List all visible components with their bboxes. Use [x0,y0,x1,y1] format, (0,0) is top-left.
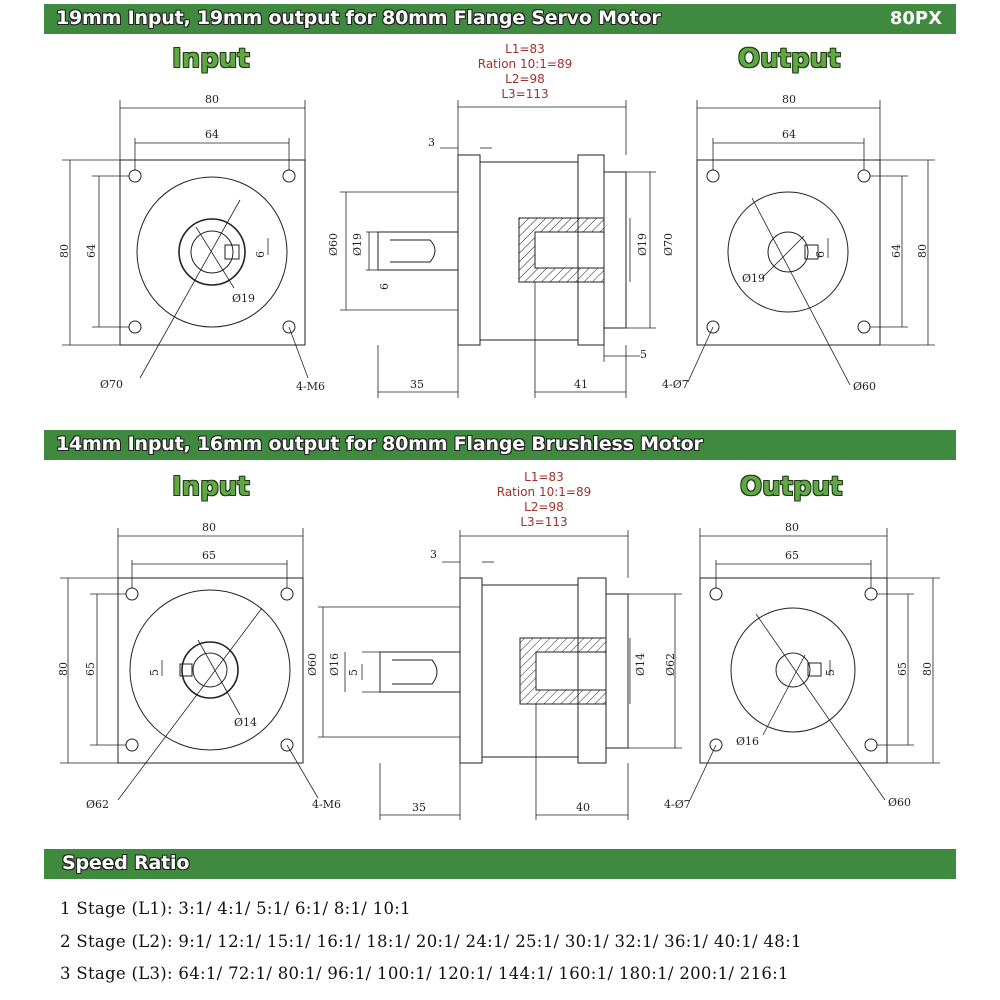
length-l3: L3=113 [501,87,549,101]
speed-ratio-stage3: 3 Stage (L3): 64:1/ 72:1/ 80:1/ 96:1/ 100:1/ 120:1/ 144:1/ 160:1/ 180:1/ 200:1/ 216:1 [60,964,789,983]
s2-out-width: 80 [785,521,799,534]
speed-ratio-stage1: 1 Stage (L1): 3:1/ 4:1/ 5:1/ 6:1/ 8:1/ 10:1 [60,899,411,918]
section1-output-label: Output [738,44,841,74]
s2-out-hole-span: 65 [785,549,799,562]
s2-in-height: 80 [57,662,70,676]
s2-side-out-pilot: Ø62 [664,652,677,676]
s1-side-in-len: 35 [410,378,424,391]
s1-in-holes: 4-M6 [296,380,325,393]
speed-ratio-banner [44,849,956,879]
section1-title: 19mm Input, 19mm output for 80mm Flange Servo Motor [56,7,661,29]
s1-in-shaft: Ø19 [232,292,256,305]
length-l3: L3=113 [520,515,568,529]
length-l2: L2=98 [505,72,545,86]
s1-out-shaft: Ø19 [742,272,766,285]
s1-side-out-step: 5 [640,348,647,361]
s2-in-width: 80 [202,521,216,534]
length-ratio10: Ration 10:1=89 [496,485,592,499]
s2-in-height-span: 65 [84,662,97,676]
s2-out-key: 5 [824,669,837,676]
speed-ratio-stage2: 2 Stage (L2): 9:1/ 12:1/ 15:1/ 16:1/ 18:1/ 20:1/ 24:1/ 25:1/ 30:1/ 32:1/ 36:1/ 40:1/ 48:1 [60,932,802,951]
s1-side-out-len: 41 [574,378,588,391]
section1-input-label: Input [172,44,250,74]
s2-in-shaft: Ø14 [234,716,258,729]
s2-in-holes: 4-M6 [312,798,341,811]
section2-output-label: Output [740,472,843,502]
length-l2: L2=98 [524,500,564,514]
section2-input-label: Input [172,472,250,502]
length-l1: L1=83 [524,470,564,484]
s2-side-in-key: 5 [347,669,360,676]
s1-out-height: 80 [916,244,929,258]
s1-in-key: 6 [254,251,267,258]
section2-title: 14mm Input, 16mm output for 80mm Flange Brushless Motor [56,433,703,455]
s1-out-width: 80 [782,93,796,106]
length-l1: L1=83 [505,42,545,56]
s2-side-in-len: 35 [412,801,426,814]
s1-out-height-span: 64 [890,244,903,258]
speed-ratio-title: Speed Ratio [62,852,190,874]
s1-in-height: 80 [58,244,71,258]
s2-in-key: 5 [148,669,161,676]
s1-side-flange: 3 [428,136,435,149]
s1-out-hole-span: 64 [782,128,796,141]
s2-side-out-len: 40 [576,801,590,814]
s1-side-out-shaft: Ø19 [636,232,649,256]
s1-side-out-pilot: Ø70 [662,232,675,256]
s2-side-in-shaft: Ø16 [328,652,341,676]
s2-in-hole-span: 65 [202,549,216,562]
length-ratio10: Ration 10:1=89 [477,57,573,71]
s1-side-in-key: 6 [378,283,391,290]
s1-side-in-shaft: Ø19 [351,232,364,256]
s2-side-pilot: Ø60 [306,652,319,676]
s1-out-pilot: Ø60 [853,380,877,393]
s1-in-hole-span: 64 [205,128,219,141]
s2-out-holes: 4-Ø7 [664,798,691,811]
s1-out-key: 6 [814,251,827,258]
s2-out-height-span: 65 [896,662,909,676]
s2-out-height: 80 [921,662,934,676]
s2-out-shaft: Ø16 [736,735,760,748]
s1-out-holes: 4-Ø7 [662,378,689,391]
size-badge: 80PX [889,8,942,29]
s2-in-pilot: Ø62 [86,798,110,811]
s1-in-width: 80 [205,93,219,106]
s2-side-flange: 3 [430,548,437,561]
s1-in-height-span: 64 [85,244,98,258]
s2-side-out-shaft: Ø14 [634,652,647,676]
s2-out-pilot: Ø60 [888,796,912,809]
s1-side-pilot: Ø60 [327,232,340,256]
s1-in-pilot: Ø70 [100,378,124,391]
